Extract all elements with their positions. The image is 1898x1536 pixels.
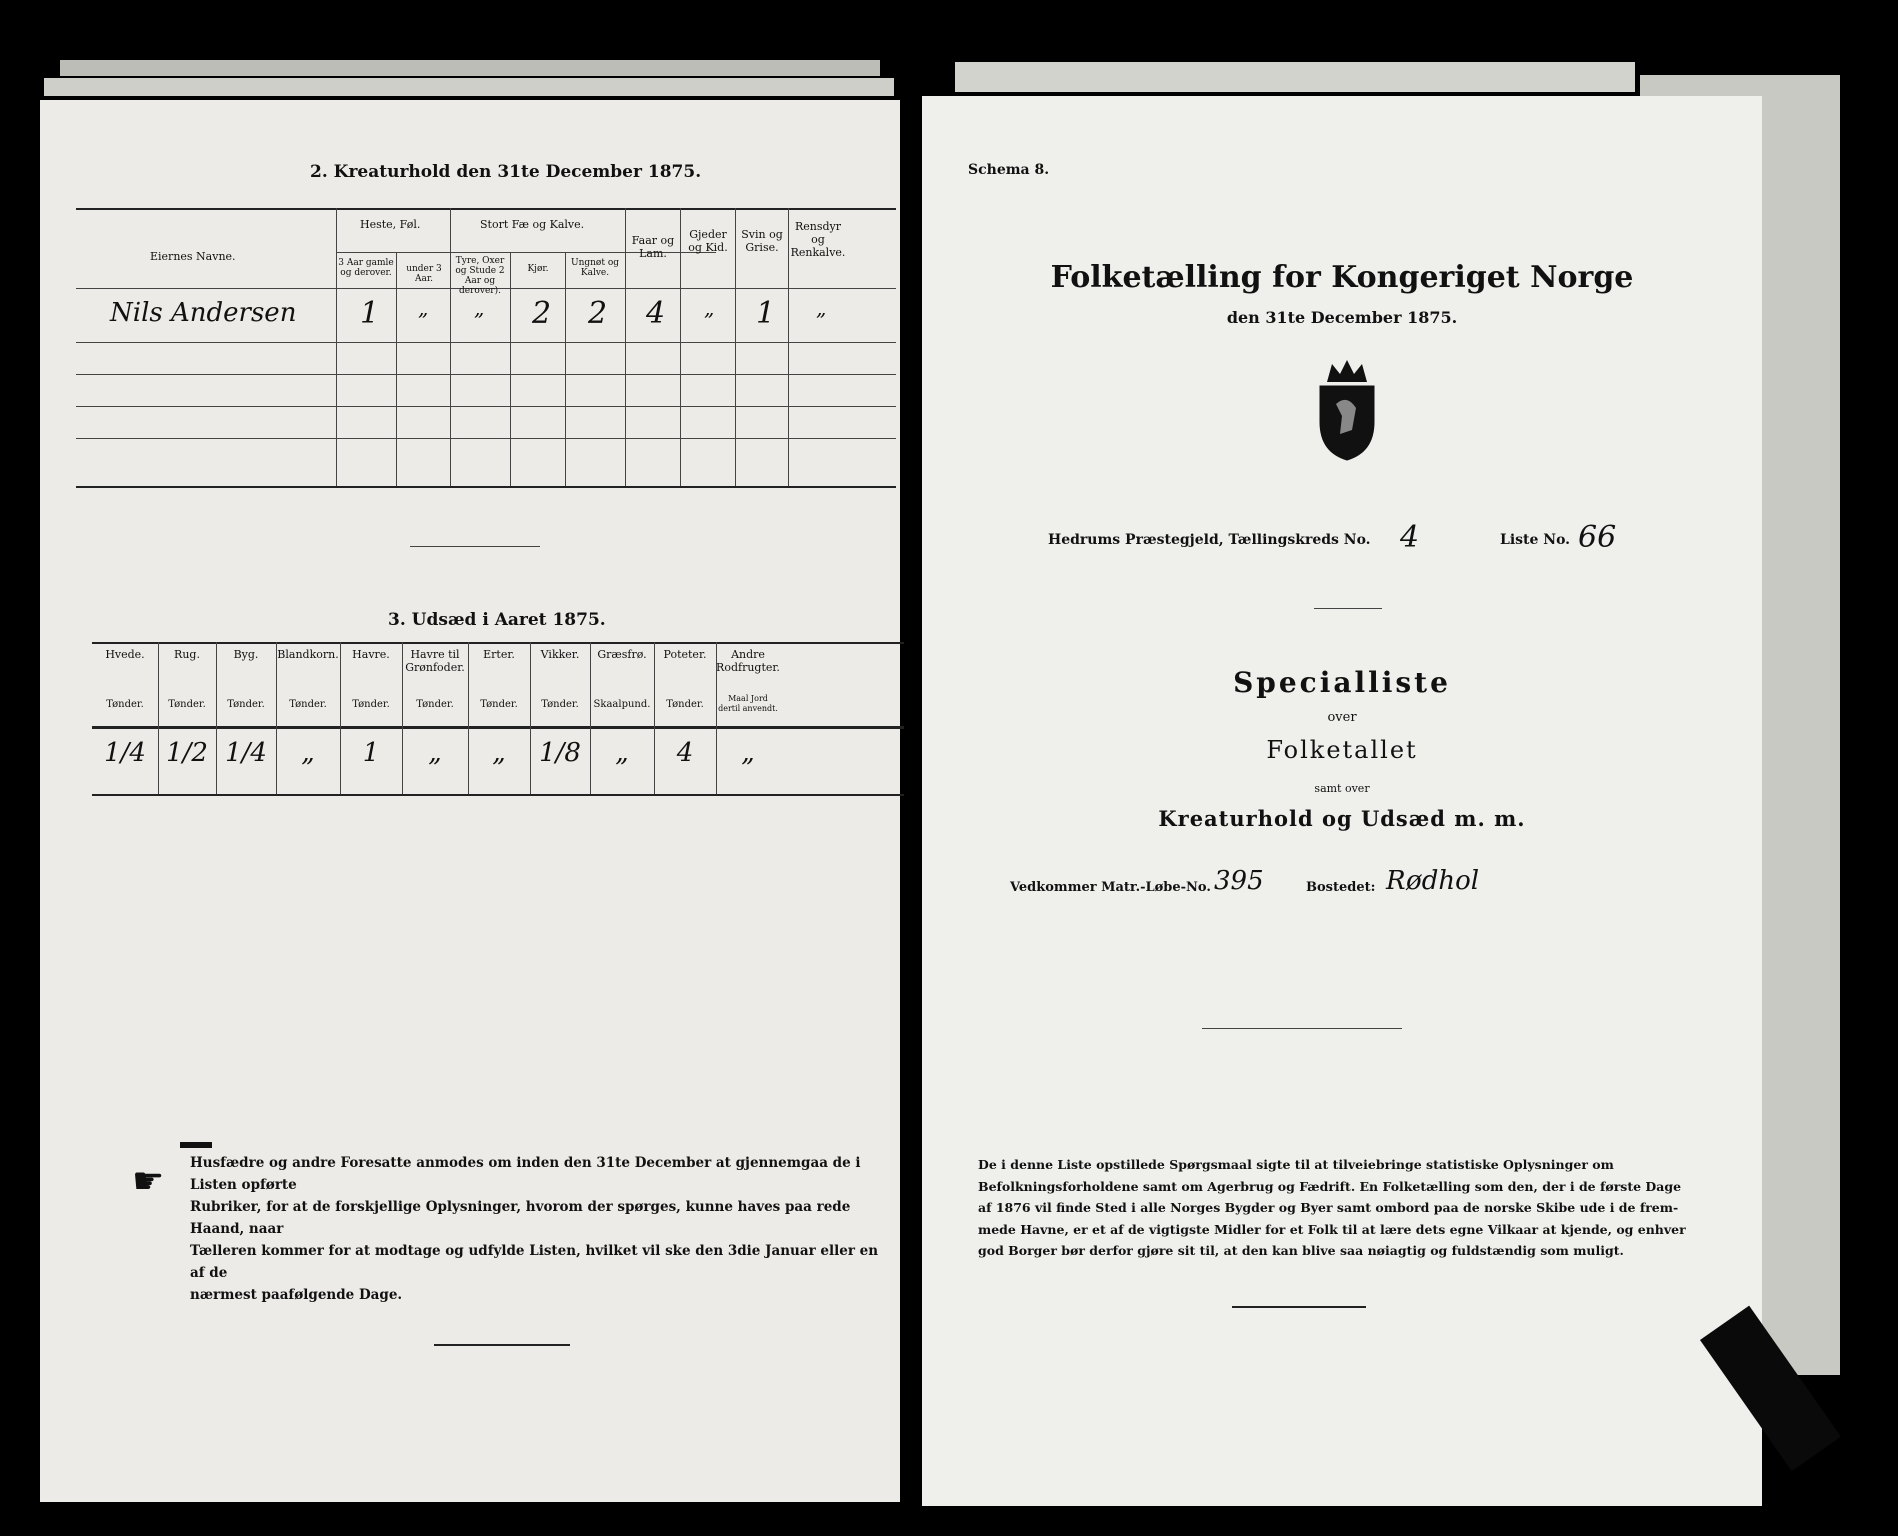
seed-col-header: Byg.	[233, 648, 259, 661]
page-stack-edge	[44, 78, 894, 96]
seed-col-unit: Tønder.	[227, 699, 265, 710]
seed-col-header: Erter.	[483, 648, 515, 661]
seed-cell: „	[615, 738, 629, 768]
folketallet-text: Folketallet	[1266, 736, 1418, 764]
over-text: over	[1327, 710, 1357, 725]
seed-col-header: Poteter.	[663, 648, 707, 661]
seed-col-header: Havre.	[352, 648, 390, 661]
bosted-label: Bostedet:	[1306, 880, 1376, 895]
seed-cell: 1	[362, 738, 380, 768]
seed-cell: 1/8	[539, 738, 581, 768]
divider	[1202, 1028, 1402, 1029]
seed-col-header: Hvede.	[105, 648, 145, 661]
seed-col-unit: Tønder.	[416, 699, 454, 710]
col-cattle-oxen: Tyre, Oxer og Stude 2 Aar og derover).	[455, 256, 505, 296]
cell-cattle-oxen: „	[474, 296, 485, 320]
footer-line: god Borger bør derfor gjøre sit til, at den kan blive saa nøiagtig og fuldstændig som muligt.	[978, 1243, 1624, 1258]
divider	[434, 1344, 570, 1346]
seed-col-divider	[158, 642, 159, 794]
seed-col-divider	[216, 642, 217, 794]
seed-col-divider	[276, 642, 277, 794]
footer-text	[978, 1154, 1738, 1262]
seed-col-unit: Tønder.	[480, 699, 518, 710]
cell-horses-under3: „	[418, 296, 429, 320]
list-number: 66	[1578, 520, 1617, 555]
footer-line: mede Havne, er et af de vigtigste Midler for et Folk til at lære dets egne Vilkaar at kjende, og enhver	[978, 1221, 1686, 1237]
seed-col-header: Rug.	[174, 648, 200, 661]
cell-cattle-young: 2	[588, 296, 608, 331]
footer-line: Befolkningsforholdene samt om Agerbrug og Fædrift. En Folketælling som den, der i de første Dage	[978, 1178, 1682, 1194]
section2-title: 2. Kreaturhold den 31te December 1875.	[310, 162, 702, 182]
notice-line: nærmest paafølgende Dage.	[190, 1287, 403, 1303]
seed-col-unit: Maal Jord dertil anvendt.	[718, 694, 778, 713]
notice-line: Rubriker, for at de forskjellige Oplysninger, hvorom der spørges, kunne haves paa rede Haand, naar	[190, 1199, 851, 1237]
col-sheep: Faar og Lam.	[631, 234, 675, 260]
seed-col-divider	[340, 642, 341, 794]
col-horses-under3: under 3 Aar.	[406, 264, 442, 284]
seed-col-divider	[530, 642, 531, 794]
footer-line: af 1876 vil finde Sted i alle Norges Bygder og Byer samt ombord paa de norske Skibe ude i de frem-	[978, 1200, 1679, 1215]
seed-cell: 1/2	[166, 738, 208, 768]
left-page	[40, 100, 900, 1502]
seed-col-header: Blandkorn.	[277, 648, 339, 661]
schema-label: Schema 8.	[968, 162, 1050, 178]
divider	[410, 546, 540, 547]
seed-col-unit: Tønder.	[352, 699, 390, 710]
census-date: den 31te December 1875.	[1226, 308, 1458, 327]
cell-horses-3y: 1	[360, 296, 380, 331]
matr-number: 395	[1214, 866, 1264, 896]
seed-col-unit: Tønder.	[666, 699, 704, 710]
seed-col-unit: Skaalpund.	[593, 699, 651, 710]
parish-label: Hedrums Præstegjeld, Tællingskreds No.	[1048, 532, 1371, 548]
seed-col-header: Havre til Grønfoder.	[405, 648, 465, 674]
page-stack-edge	[60, 60, 880, 76]
coat-of-arms-icon	[1312, 354, 1382, 464]
seed-col-unit: Tønder.	[541, 699, 579, 710]
pointing-hand-icon: ☛	[132, 1161, 165, 1202]
list-label: Liste No.	[1500, 532, 1571, 548]
seed-col-unit: Tønder.	[106, 699, 144, 710]
notice-text	[190, 1152, 890, 1306]
divider	[180, 1142, 212, 1148]
seed-cell: 4	[676, 738, 694, 768]
seed-col-divider	[590, 642, 591, 794]
bosted-value: Rødhol	[1386, 866, 1480, 896]
divider	[1314, 608, 1382, 609]
cell-cattle-cows: 2	[532, 296, 552, 331]
seed-cell: „	[301, 738, 315, 768]
seed-cell: „	[492, 738, 506, 768]
seed-col-header: Andre Rodfrugter.	[716, 648, 780, 674]
col-cattle-young: Ungnøt og Kalve.	[570, 258, 619, 278]
seed-cell: 1/4	[104, 738, 146, 768]
col-cattle: Stort Fæ og Kalve.	[480, 218, 585, 231]
seed-col-header: Græsfrø.	[597, 648, 647, 661]
matr-label: Vedkommer Matr.-Løbe-No.	[1010, 880, 1211, 895]
page-stack-edge	[955, 62, 1635, 92]
specialliste-heading: Specialliste	[1233, 666, 1451, 699]
owner-name: Nils Andersen	[110, 298, 297, 328]
col-reindeer: Rensdyr og Renkalve.	[790, 220, 846, 259]
seed-col-divider	[402, 642, 403, 794]
col-pigs: Svin og Grise.	[741, 228, 783, 254]
district-number: 4	[1400, 520, 1420, 555]
notice-line: Tælleren kommer for at modtage og udfylde Listen, hvilket vil ske den 3die Januar eller en af de	[190, 1243, 879, 1281]
seed-col-divider	[654, 642, 655, 794]
seed-cell: „	[741, 738, 755, 768]
notice-line: Husfædre og andre Foresatte anmodes om inden den 31te December at gjennemgaa de i Listen opførte	[190, 1155, 861, 1193]
subject-text: Kreaturhold og Udsæd m. m.	[1158, 806, 1526, 831]
samt-over-text: samt over	[1314, 782, 1370, 795]
col-goats: Gjeder og Kid.	[688, 228, 728, 254]
seed-cell: „	[428, 738, 442, 768]
divider	[1232, 1306, 1366, 1308]
seed-col-unit: Tønder.	[168, 699, 206, 710]
col-horses: Heste, Føl.	[360, 218, 421, 231]
section3-title: 3. Udsæd i Aaret 1875.	[388, 610, 606, 630]
seed-col-divider	[716, 642, 717, 794]
col-owner: Eiernes Navne.	[150, 250, 236, 263]
seed-col-header: Vikker.	[540, 648, 580, 661]
col-cattle-cows: Kjør.	[527, 264, 549, 274]
col-horses-3y: 3 Aar gamle og derover.	[338, 258, 394, 278]
seed-col-unit: Tønder.	[289, 699, 327, 710]
footer-line: De i denne Liste opstillede Spørgsmaal sigte til at tilveiebringe statistiske Oplysninger om	[978, 1157, 1614, 1172]
seed-cell: 1/4	[225, 738, 267, 768]
cell-pigs: 1	[756, 296, 776, 331]
cell-sheep: 4	[646, 296, 666, 331]
cell-reindeer: „	[816, 296, 827, 320]
census-title: Folketælling for Kongeriget Norge	[1050, 260, 1634, 295]
seed-col-divider	[468, 642, 469, 794]
right-page	[922, 96, 1762, 1506]
cell-goats: „	[704, 296, 715, 320]
